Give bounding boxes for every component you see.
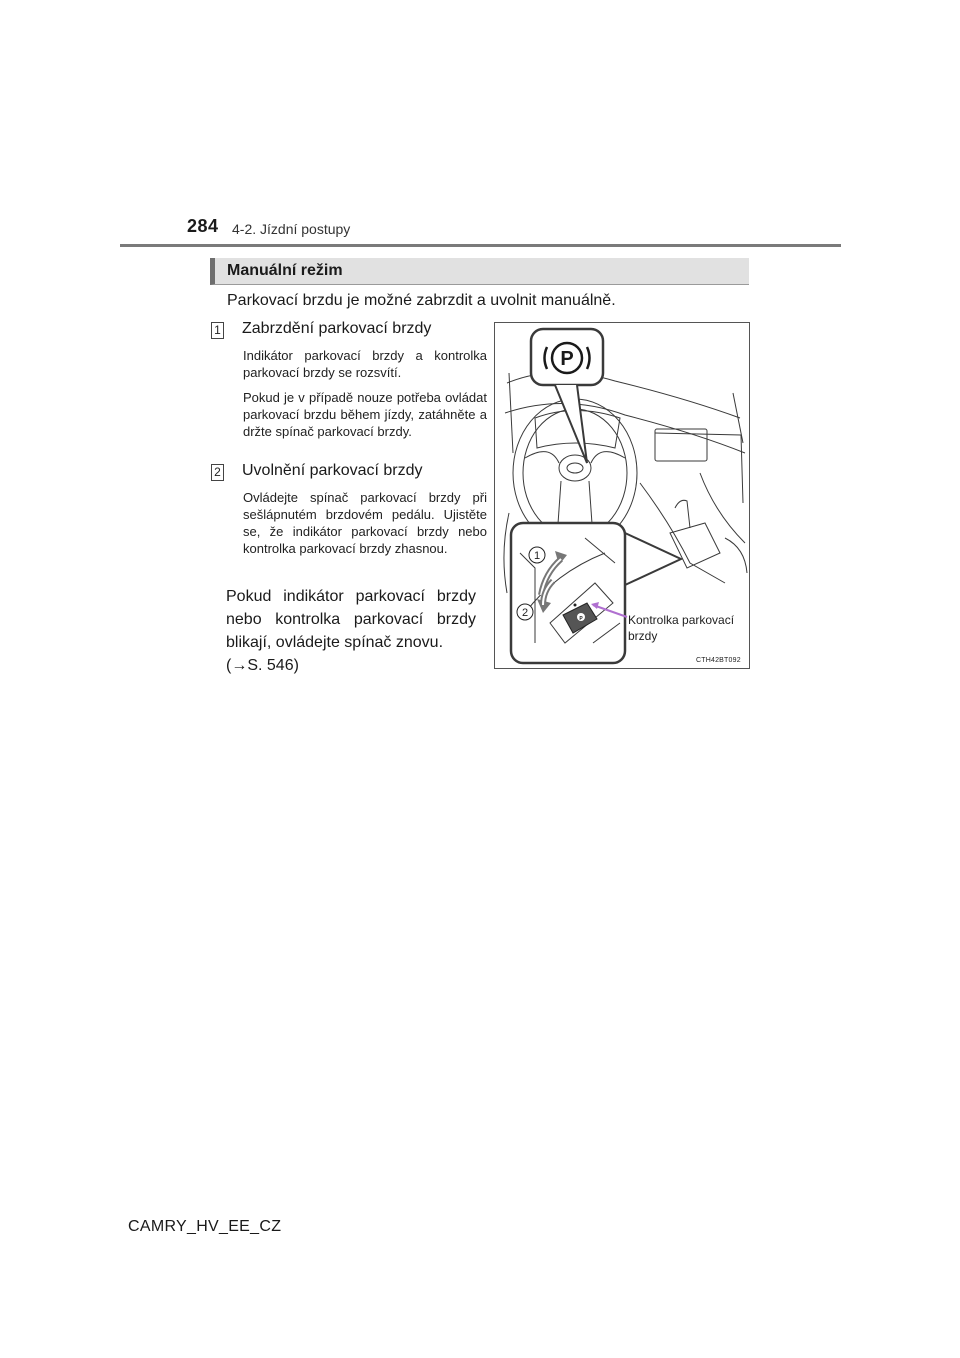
step-1-badge: 1 [211, 322, 224, 339]
figure-callout-1: 1 [533, 550, 541, 562]
section-title: Manuální režim [227, 262, 343, 279]
section-path: 4-2. Jízdní postupy [232, 221, 351, 237]
note-text: Pokud indikátor parkovací brzdy nebo kontrolka parkovací brzdy blikají, ovládejte spínač znovu. [226, 588, 476, 651]
note [226, 585, 476, 677]
section-intro: Parkovací brzdu je možné zabrzdit a uvolnit manuálně. [227, 292, 616, 309]
figure-caption [628, 612, 734, 644]
figure-caption-line-1: Kontrolka parkovací [628, 613, 735, 627]
note-reference: (→S. 546) [226, 657, 299, 674]
section-heading [210, 258, 749, 285]
header-divider [120, 244, 841, 247]
step-2-paragraph-1: Ovládejte spínač parkovací brzdy při sešlápnutém brzdovém pedálu. Ujistěte se, že indikátor parkovací brzdy nebo kontrolka parkovací brzdy zhasnou. [243, 490, 487, 556]
step-2-title: Uvolnění parkovací brzdy [242, 462, 423, 479]
figure-caption-line-2: brzdy [628, 629, 658, 643]
svg-text:P: P [560, 348, 574, 370]
footer-doc-code: CAMRY_HV_EE_CZ [128, 1218, 282, 1235]
step-1-paragraph-2: Pokud je v případě nouze potřeba ovládat parkovací brzdu během jízdy, zatáhněte a držte spínač parkovací brzdy. [243, 390, 487, 439]
step-2-badge: 2 [211, 464, 224, 481]
figure-callout-2: 2 [521, 607, 529, 619]
figure-code: CTH42BT092 [696, 657, 741, 664]
svg-text:P: P [579, 616, 583, 622]
step-1-title: Zabrzdění parkovací brzdy [242, 320, 432, 337]
step-1-paragraph-1: Indikátor parkovací brzdy a kontrolka parkovací brzdy se rozsvítí. [243, 348, 487, 380]
page-number: 284 [187, 216, 219, 236]
switch-callout-box [511, 523, 625, 663]
